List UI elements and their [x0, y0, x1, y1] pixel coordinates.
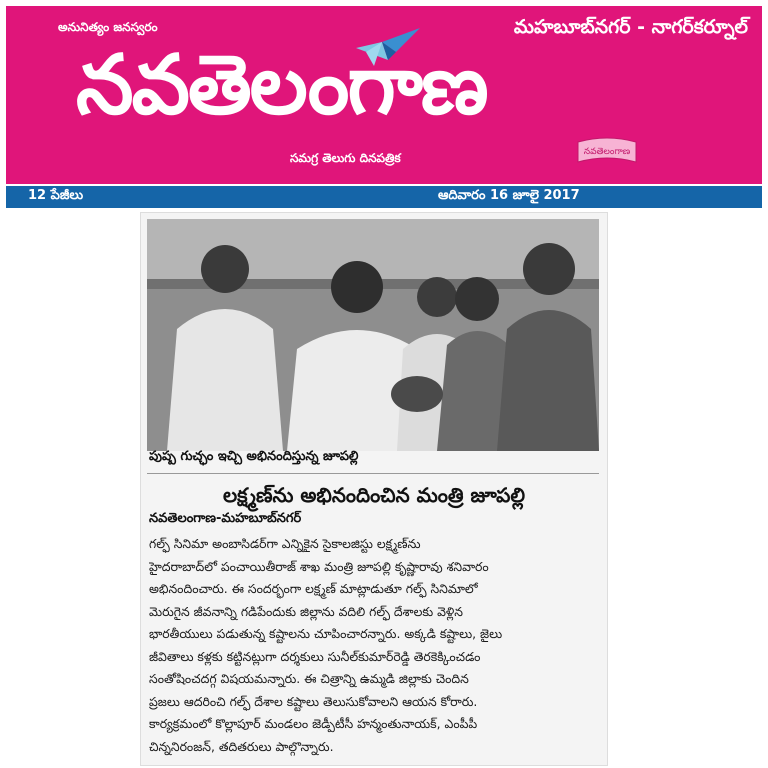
- scroll-logo-text: నవతెలంగాణ: [583, 147, 631, 157]
- body-line: హైదరాబాద్‌లో పంచాయితీరాజ్ శాఖ మంత్రి జూపల్లి కృష్ణారావు శనివారం: [149, 558, 489, 574]
- tagline: అనునిత్యం జనస్వరం: [58, 20, 158, 34]
- body-line: కార్యక్రమంలో కొల్లాపూర్ మండలం జెడ్పీటీసీ హన్మంతునాయక్, ఎంపీపీ: [149, 716, 478, 731]
- body-line: జీవితాలు కళ్లకు కట్టినట్లుగా దర్శకులు సునీల్‌కుమార్‌రెడ్డి తెరకెక్కించడం: [149, 648, 481, 664]
- body-line: మెరుగైన జీవనాన్ని గడిపేందుకు జిల్లాను వదిలి గల్ఫ్ దేశాలకు వెళ్లిన: [149, 603, 463, 619]
- body-line: ప్రజలు ఆదరించి గల్ఫ్ దేశాల కష్టాలు తెలుసుకోవాలని ఆయన కోరారు.: [149, 693, 478, 709]
- scroll-logo-icon: [572, 134, 642, 168]
- body-line: గల్ఫ్ సినిమా అంబాసిడర్‌గా ఎన్నికైన సైకాలజిస్టు లక్ష్మణ్‌ను: [149, 536, 421, 551]
- newspaper-subtitle: సమగ్ర తెలుగు దినపత్రిక: [290, 151, 401, 165]
- masthead: [6, 6, 762, 184]
- article-byline: నవతెలంగాణ-మహబూబ్‌నగర్: [149, 511, 302, 526]
- edition-label: మహబూబ్‌నగర్ - నాగర్‌కర్నూల్: [513, 16, 748, 38]
- photo-caption: పుష్ప గుచ్ఛం ఇచ్చి అభినందిస్తున్న జూపల్లి: [149, 449, 359, 464]
- article-headline: లక్ష్మణ్‌ను అభినందించిన మంత్రి జూపల్లి: [222, 483, 526, 507]
- issue-date: ఆదివారం 16 జూలై 2017: [438, 188, 580, 203]
- news-clipping: [140, 212, 608, 766]
- body-line: భారతీయులు పడుతున్న కష్టాలను చూపించారన్నారు. అక్కడి కష్టాలు, జైలు: [149, 626, 503, 641]
- body-line: అభినందించారు. ఈ సందర్భంగా లక్ష్మణ్ మాట్లాడుతూ గల్ఫ్ సినిమాలో: [149, 581, 478, 596]
- body-line: సంతోషించదగ్గ విషయమన్నారు. ఈ చిత్రాన్ని ఉమ్మడి జిల్లాకు చెందిన: [149, 671, 469, 686]
- article-body: [149, 533, 601, 758]
- body-line: చిన్ననిరంజన్, తదితరులు పాల్గొన్నారు.: [149, 738, 334, 754]
- newspaper-title: నవతెలంగాణ: [76, 38, 487, 133]
- dateline-bar: [6, 186, 762, 208]
- divider: [147, 473, 599, 474]
- page-count: 12 పేజీలు: [28, 188, 84, 203]
- news-photo: [147, 219, 599, 451]
